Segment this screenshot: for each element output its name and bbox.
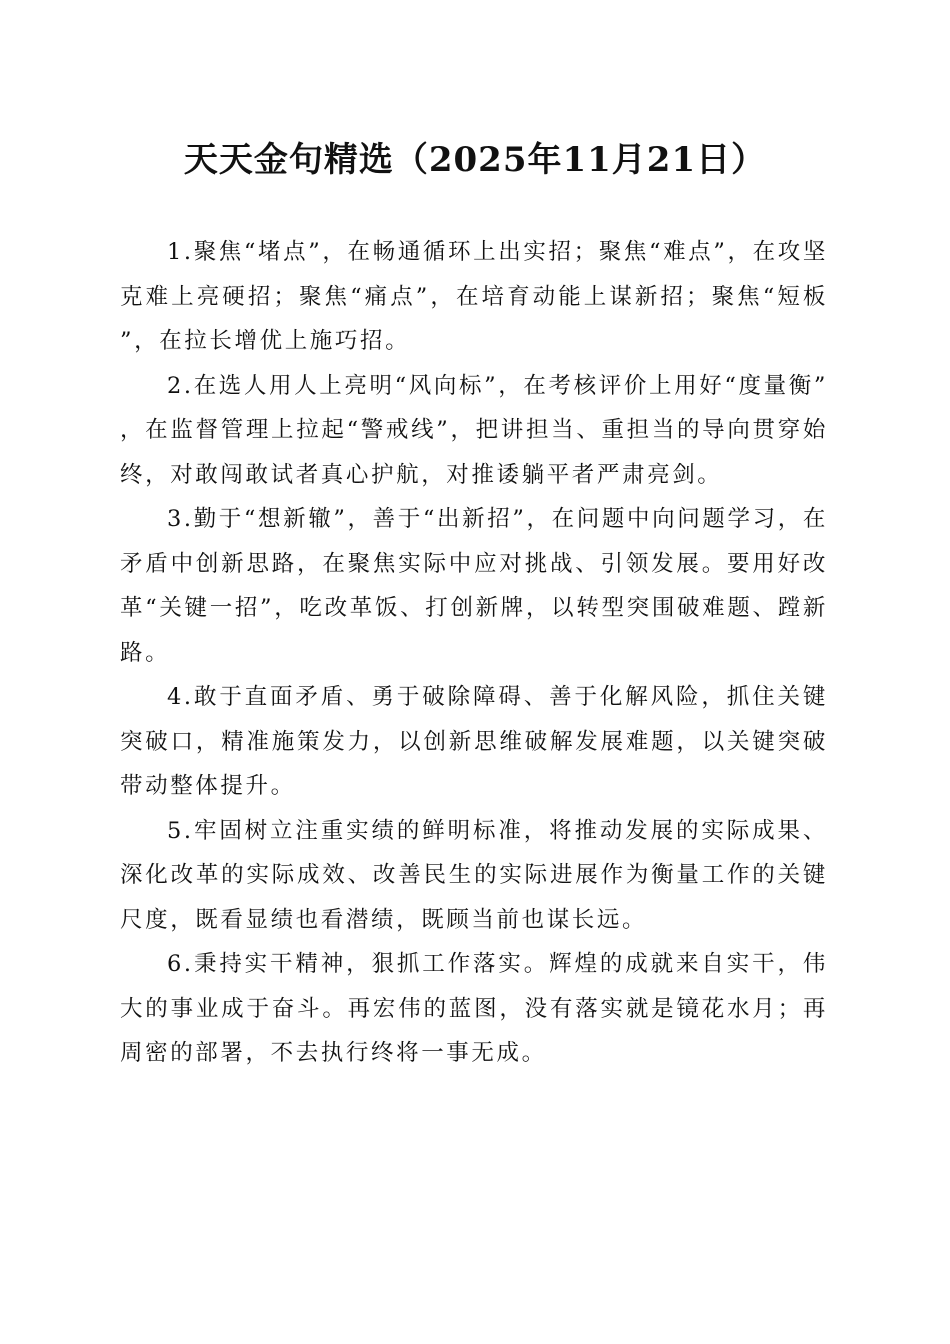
- paragraph-1: 1.聚焦“堵点”，在畅通循环上出实招；聚焦“难点”，在攻坚克难上亮硬招；聚焦“痛点”，在培育动能上谋新招；聚焦“短板”，在拉长增优上施巧招。: [120, 239, 828, 354]
- paragraph-5: 5.牢固树立注重实绩的鲜明标准，将推动发展的实际成果、深化改革的实际成效、改善民生的实际进展作为衡量工作的关键尺度，既看显绩也看潜绩，既顾当前也谋长远。: [120, 817, 828, 933]
- paragraph-6: 6.秉持实干精神，狠抓工作落实。辉煌的成就来自实干，伟大的事业成于奋斗。再宏伟的蓝图，没有落实就是镜花水月；再周密的部署，不去执行终将一事无成。: [120, 951, 828, 1066]
- page-title: 天天金句精选（2025年11月21日）: [183, 140, 767, 180]
- paragraph-4: 4.敢于直面矛盾、勇于破除障碍、善于化解风险，抓住关键突破口，精准施策发力，以创新思维破解发展难题，以关键突破带动整体提升。: [120, 684, 828, 799]
- document-body: [120, 230, 828, 1076]
- paragraph-2: 2.在选人用人上亮明“风向标”，在考核评价上用好“度量衡”，在监督管理上拉起“警戒线”，把讲担当、重担当的导向贯穿始终，对敢闯敢试者真心护航，对推诿躺平者严肃亮剑。: [120, 372, 828, 488]
- paragraph-3: 3.勤于“想新辙”，善于“出新招”，在问题中向问题学习，在矛盾中创新思路，在聚焦实际中应对挑战、引领发展。要用好改革“关键一招”，吃改革饭、打创新牌，以转型突围破难题、蹚新路。: [120, 506, 828, 666]
